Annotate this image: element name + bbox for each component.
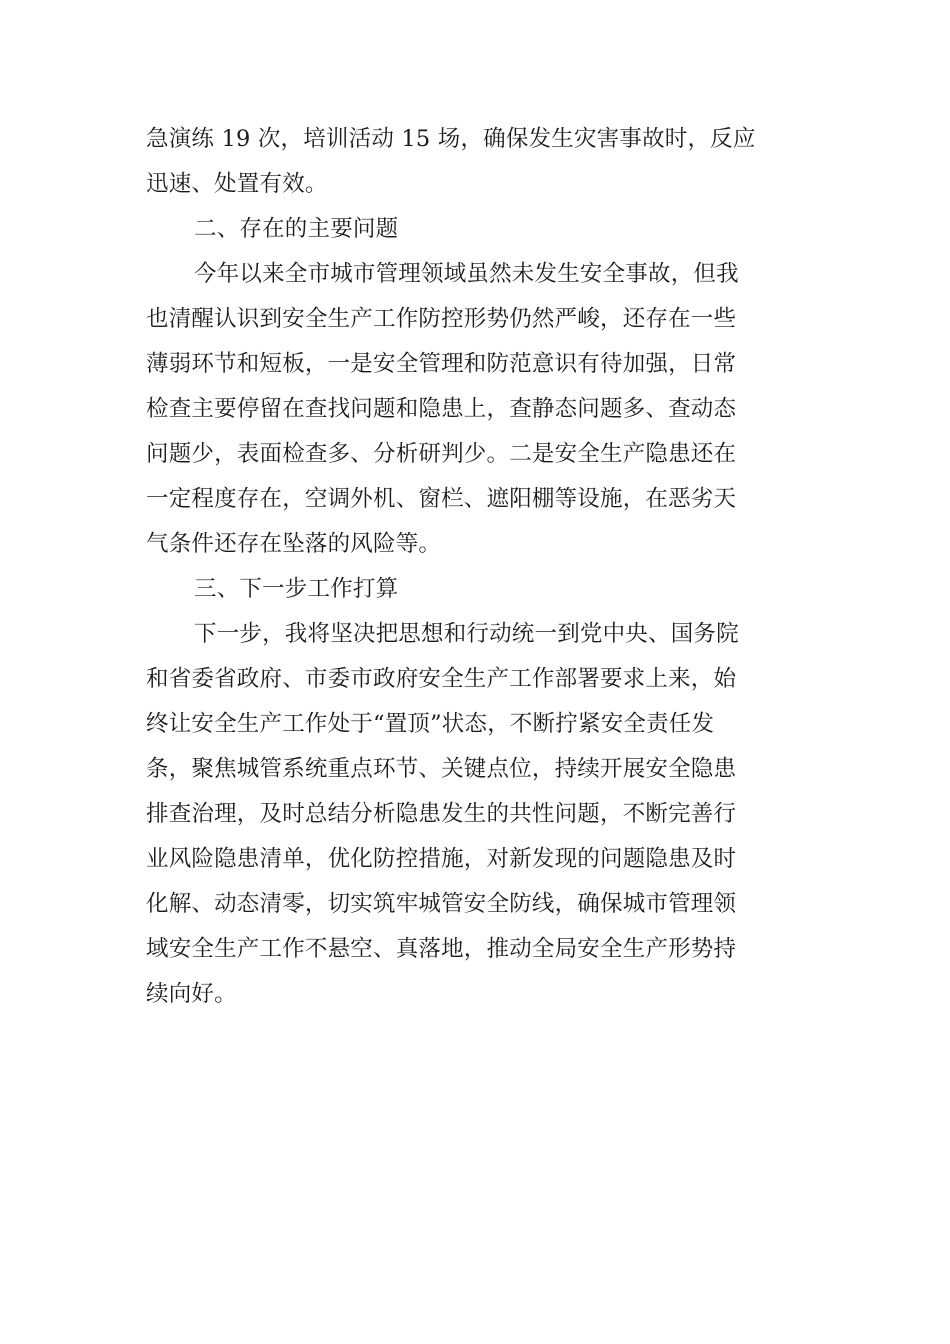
text-line: 条，聚焦城管系统重点环节、关键点位，持续开展安全隐患 [146,756,737,782]
intro-paragraph-end [146,117,809,207]
text-line: 迅速、处置有效。 [146,171,328,197]
text-line: 薄弱环节和短板，一是安全管理和防范意识有待加强，日常 [146,351,737,377]
text-line: 域安全生产工作不悬空、真落地，推动全局安全生产形势持 [146,936,737,962]
text-line: 问题少，表面检查多、分析研判少。二是安全生产隐患还在 [146,441,737,467]
section-heading-next-steps: 三、下一步工作打算 [194,576,399,602]
text-line: 业风险隐患清单，优化防控措施，对新发现的问题隐患及时 [146,846,737,872]
section-main-problems-paragraph [146,252,809,567]
text-line: 终让安全生产工作处于“置顶”状态，不断拧紧安全责任发 [146,711,715,737]
section-next-steps-paragraph [146,612,809,1017]
text-line: 一定程度存在，空调外机、窗栏、遮阳棚等设施，在恶劣天 [146,486,737,512]
text-line: 急演练 19 次，培训活动 15 场，确保发生灾害事故时，反应 [146,126,756,152]
text-line: 化解、动态清零，切实筑牢城管安全防线，确保城市管理领 [146,891,737,917]
document-body [146,117,809,1017]
text-line: 今年以来全市城市管理领域虽然未发生安全事故，但我 [194,261,739,287]
text-line: 续向好。 [146,981,237,1007]
text-line: 气条件还存在坠落的风险等。 [146,531,442,557]
text-line: 检查主要停留在查找问题和隐患上，查静态问题多、查动态 [146,396,737,422]
section-heading-main-problems: 二、存在的主要问题 [194,216,399,242]
text-line: 也清醒认识到安全生产工作防控形势仍然严峻，还存在一些 [146,306,737,332]
text-line: 下一步，我将坚决把思想和行动统一到党中央、国务院 [194,621,739,647]
text-line: 排查治理，及时总结分析隐患发生的共性问题，不断完善行 [146,801,737,827]
text-line: 和省委省政府、市委市政府安全生产工作部署要求上来，始 [146,666,737,692]
